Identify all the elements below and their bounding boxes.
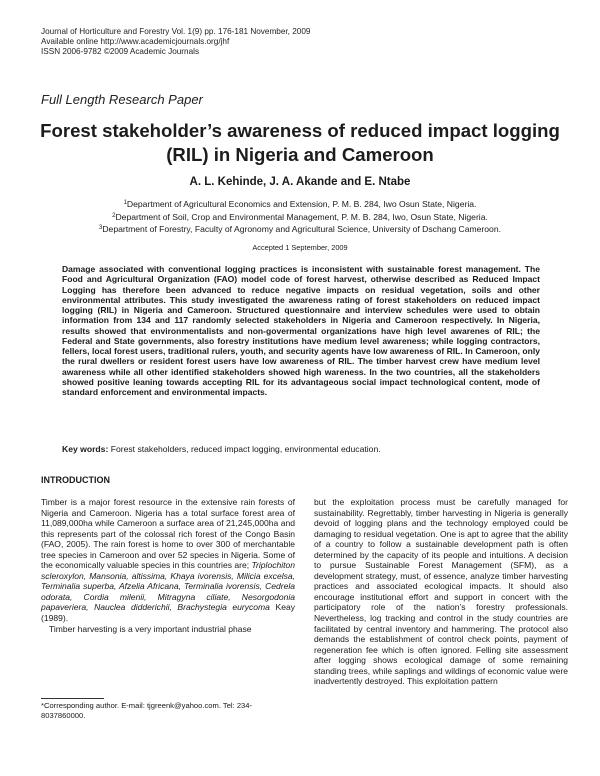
paper-type: Full Length Research Paper (41, 92, 203, 107)
affiliation-1: $^1$Department of Agricultural Economics and Extension, P. M. B. 284, Iwo Osun State, Nigeria. (123, 199, 477, 209)
paper-title: Forest stakeholder’s awareness of reduced impact logging (RIL) in Nigeria and Cameroon (40, 120, 560, 165)
species-list: Triplochiton scleroxylon, Mansonia, altissima, Khaya ivorensis, Milicia excelsa, Terminalia superba, Afzelia Africana, Terminalia ivorensis, Cedrela odorata, Cordia milenii, Mitragyna ciliate, Nesorgodonia papaveriera, Nauclea didderichii, Brachystegia eurycoma (41, 560, 296, 613)
body-paragraph: Timber is a major forest resource in the extensive rain forests of Nigeria and Cameroon. Nigeria has a total surface forest area of 11,089,000ha while Cameroon a surface area of 21,245,000ha and this represents part of the colossal rich forest of the Congo Basin (FAO, 2005). The rain forest is home to over 300 of merchantable tree species in Cameroon and over 52 species in Nigeria. Some of the economically valuable species in this countries are; Triplochiton scleroxylon, Mansonia, altissima, Khaya ivorensis, Milicia excelsa, Terminalia superba, Afzelia Africana, Terminalia ivorensis, Cedrela odorata, Cordia milenii, Mitragyna ciliate, Nesorgodonia papaveriera, Nauclea didderichii, Brachystegia eurycoma Keay (1989). (41, 497, 296, 624)
affiliation-2: $^2$Department of Soil, Crop and Environmental Management, P. M. B. 284, Iwo, Osun State, Nigeria. (112, 211, 488, 222)
footnote-divider (41, 698, 104, 699)
keywords (62, 444, 540, 454)
journal-online-link[interactable]: Available online http://www.academicjournals.org/jhf (41, 37, 230, 46)
corresponding-author-footnote: *Corresponding author. E-mail: tjgreenk@yahoo.com. Tel: 234-8037860000. (41, 701, 253, 720)
body-paragraph: Timber harvesting is a very important industrial phase (49, 623, 252, 634)
keywords-label: Key words: (62, 444, 109, 454)
affiliations (30, 198, 570, 236)
author-list: A. L. Kehinde, J. A. Akande and E. Ntabe (189, 176, 411, 188)
keywords-text: Forest stakeholders, reduced impact logging, environmental education. (110, 444, 381, 454)
journal-citation: Journal of Horticulture and Forestry Vol. 1(9) pp. 176-181 November, 2009 (41, 27, 311, 36)
section-heading-introduction: INTRODUCTION (41, 475, 110, 485)
body-column-left (41, 497, 295, 634)
abstract: Damage associated with conventional logging practices is inconsistent with sustainable forest management. The Food and Agricultural Organization (FAO) model code of forest harvest, otherwise described as Reduced Impact Logging has therefore been advanced to reduce negative impacts on residual vegetation, soils and other environmental attributes. This study investigated the awareness rating of forest stakeholders on reduced impact logging (RIL) in Nigeria and Cameroon. Structured questionnaire and interview schedules were used to obtain information from 134 and 117 randomly selected stakeholders in Nigeria and Cameroon respectively. In Nigeria, results showed that environmentalists and non-govermental organizations have high level awarenes of RIL; the Federal and State governments, also forestry institutions have medium level awareness; while logging contractors, fellers, local forest users, traditional rulers, youth, and security agents have low awareness of RIL. In Cameroon, only the rural dwellers or resident forest users have low awareness of RIL. The timber harvest crew have medium level awareness while all other identified stakeholders showed high wareness. In the two countries, all the stakeholders showed positive leaning towards accepting RIL for its advantageous social impact technological content, mode of standard enforcement and environmental impacts. (62, 264, 540, 397)
body-paragraph: but the exploitation process must be carefully managed for sustainability. Regrettably, timber harvesting in Nigeria is generally devoid of logging plans and the technology employed could be damaging to residual vegetation. One is apt to agree that the ability of a country to follow a sustainable development path is often determined by the capacity of its people and intuitions. A decision to pursue Sustainable Forest Management (SFM), as a development strategy, must, of essence, analyze timber harvesting practices and associated ecological impacts. It should also encourage institutional effort and support in concert with the participatory role of the nation’s forestry professionals. Nevertheless, log tracking and control in the study countries are facilitated by central inventory and hammering. The protocol also demands the establishment of control check points, payment of regeneration fee which is often ignored. Felling site assessment after logging shows ecological damage of some remaining standing trees, while saplings and wildings of economic value were inadvertently destroyed. This exploitation pattern (314, 497, 568, 687)
accepted-date: Accepted 1 September, 2009 (252, 243, 348, 252)
affiliation-3: $^3$Department of Forestry, Faculty of Agronomy and Agricultural Science, University of Dschang Cameroon. (98, 224, 501, 234)
journal-issn: ISSN 2006-9782 ©2009 Academic Journals (41, 47, 200, 56)
journal-header (41, 27, 310, 57)
body-column-right (314, 497, 568, 687)
